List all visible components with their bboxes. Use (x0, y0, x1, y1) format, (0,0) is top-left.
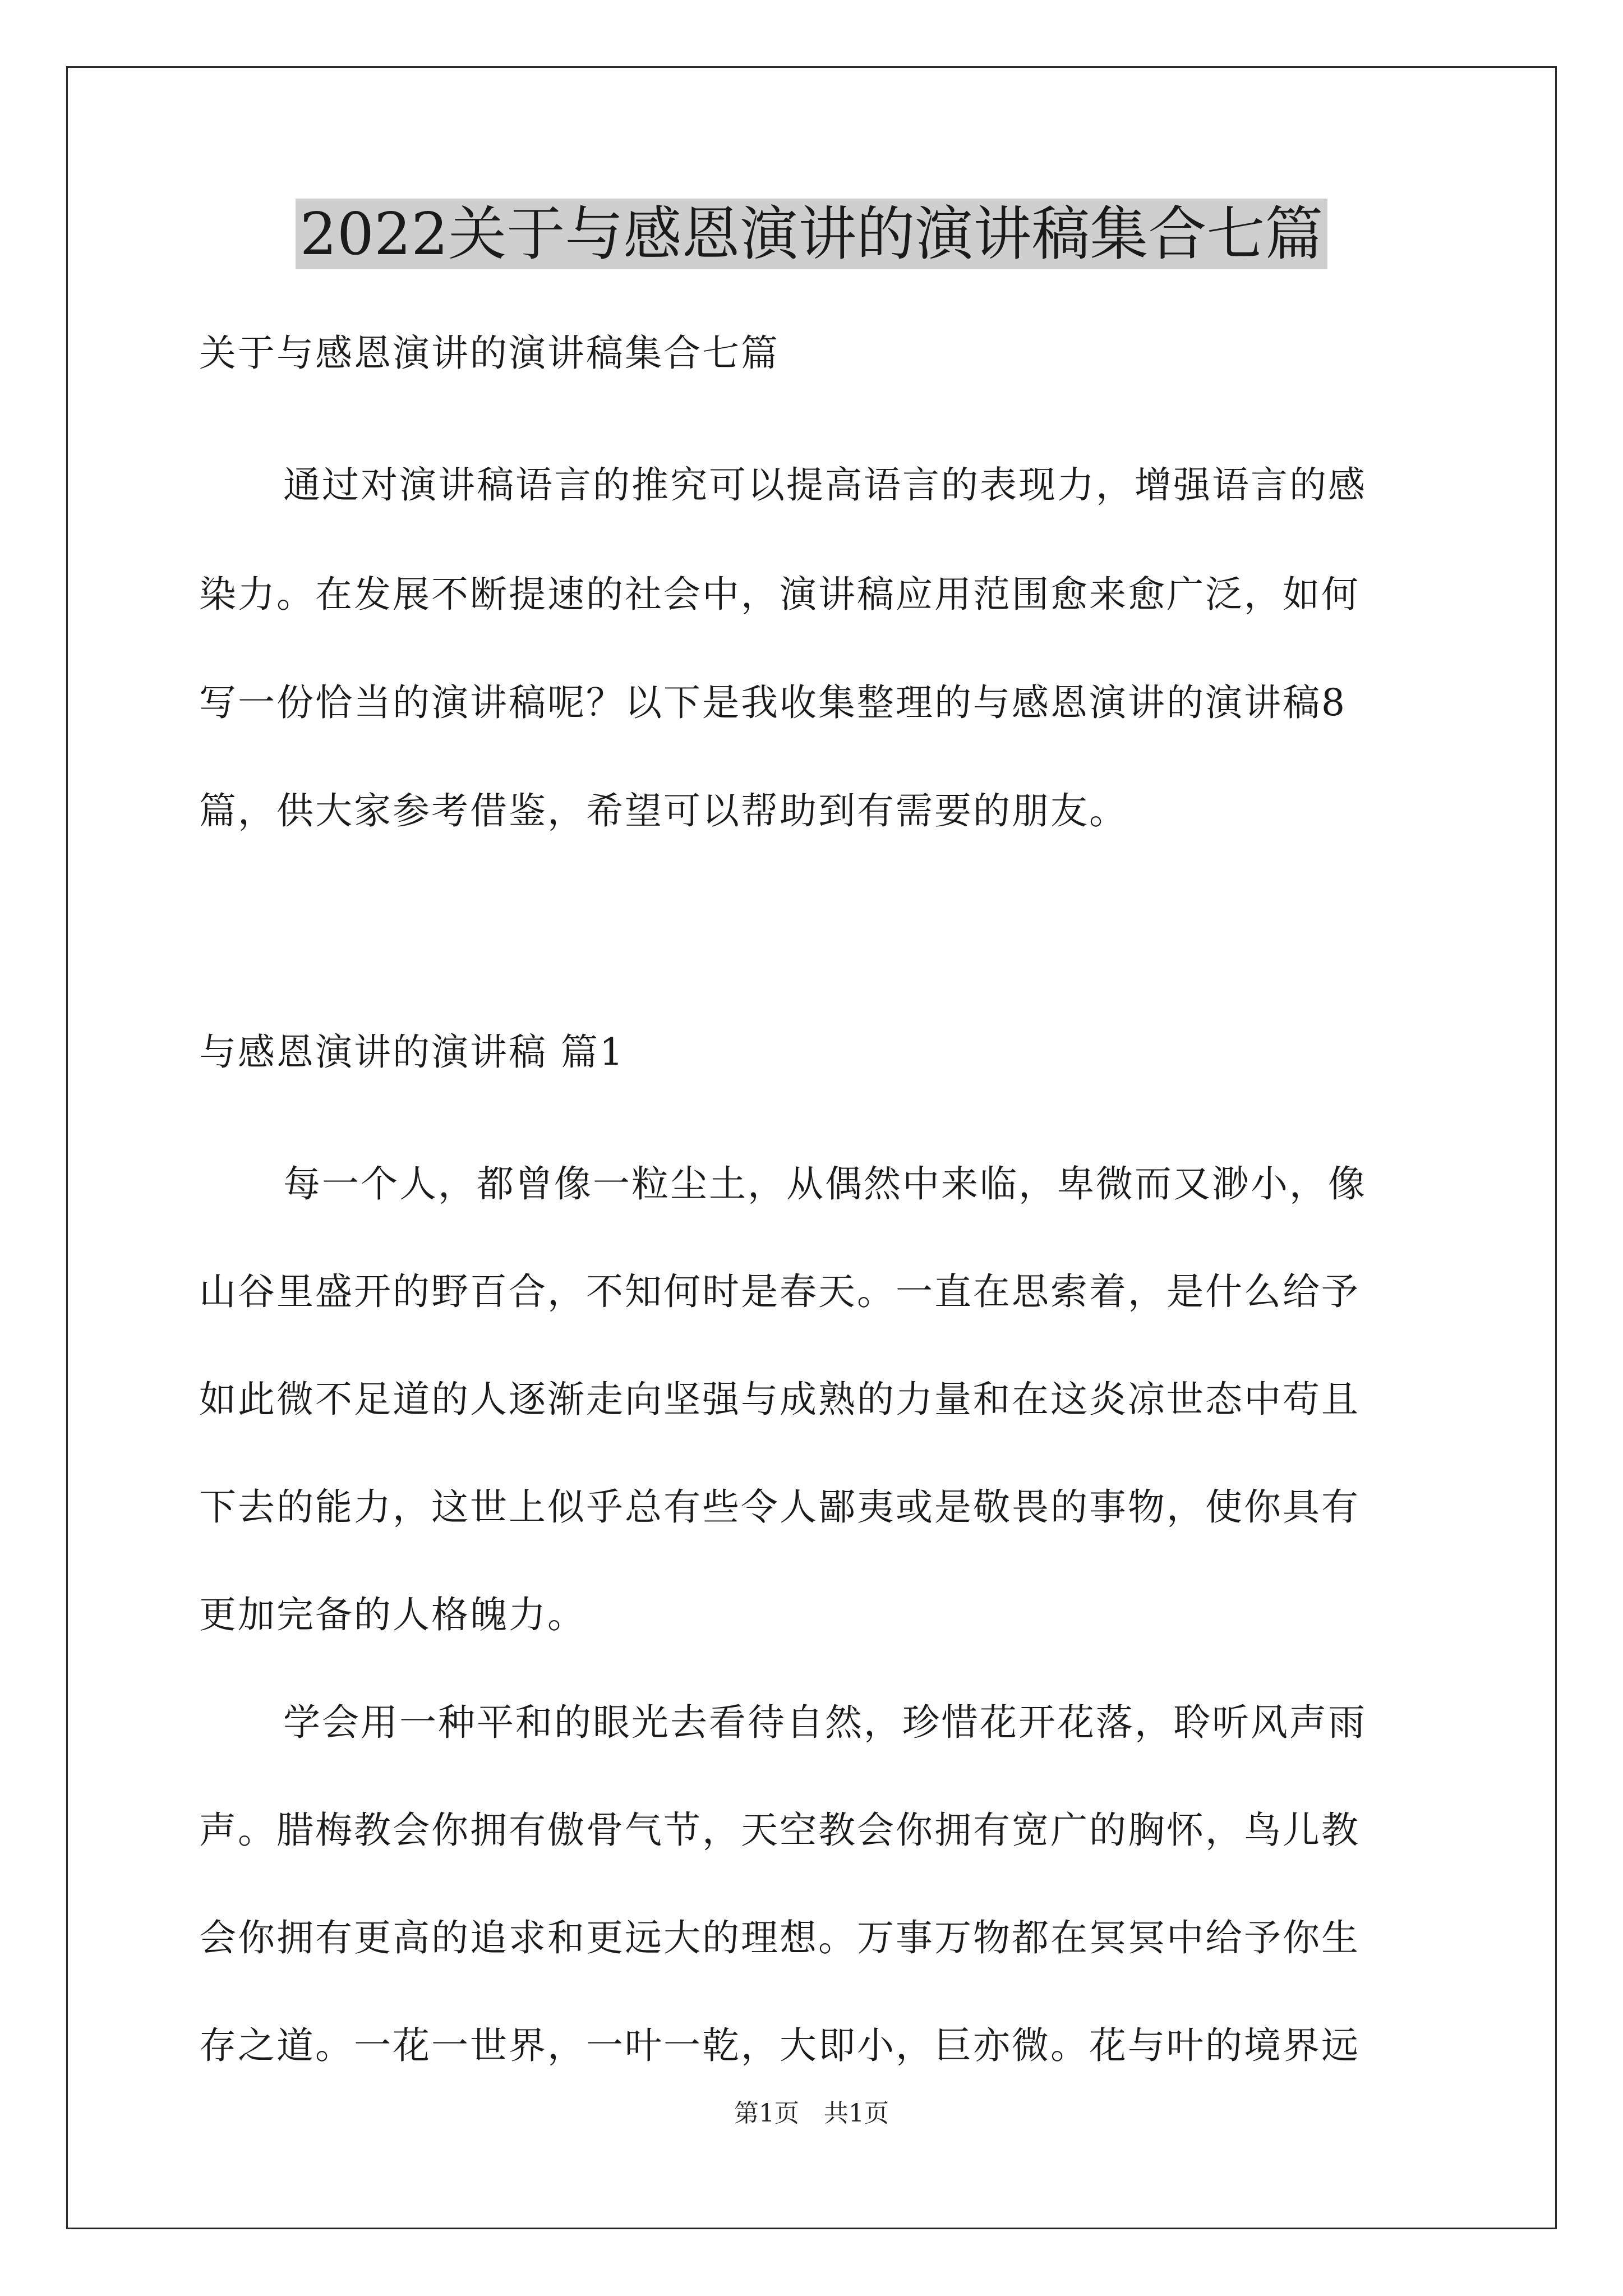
paragraph-line: 下去的能力，这世上似乎总有些令人鄙夷或是敬畏的事物，使你具有 (199, 1485, 1360, 1529)
intro-line: 通过对演讲稿语言的推究可以提高语言的表现力，增强语言的感 (283, 463, 1367, 507)
section-heading: 与感恩演讲的演讲稿 篇1 (199, 1030, 625, 1074)
paragraph-line: 更加完备的人格魄力。 (199, 1593, 586, 1636)
intro-line: 篇，供大家参考借鉴，希望可以帮助到有需要的朋友。 (199, 789, 1128, 832)
document-title: 2022关于与感恩演讲的演讲稿集合七篇 (0, 192, 1623, 276)
paragraph-line: 如此微不足道的人逐渐走向坚强与成熟的力量和在这炎凉世态中苟且 (199, 1378, 1360, 1421)
page-footer: 第1页 共1页 (734, 2099, 889, 2128)
paragraph-line: 学会用一种平和的眼光去看待自然，珍惜花开花落，聆听风声雨 (283, 1701, 1367, 1744)
intro-line: 染力。在发展不断提速的社会中，演讲稿应用范围愈来愈广泛，如何 (199, 573, 1360, 616)
intro-line: 写一份恰当的演讲稿呢？以下是我收集整理的与感恩演讲的演讲稿8 (199, 681, 1347, 724)
paragraph-line: 存之道。一花一世界，一叶一乾，大即小，巨亦微。花与叶的境界远 (199, 2024, 1360, 2067)
subtitle: 关于与感恩演讲的演讲稿集合七篇 (199, 332, 780, 375)
paragraph-line: 声。腊梅教会你拥有傲骨气节，天空教会你拥有宽广的胸怀，鸟儿教 (199, 1809, 1360, 1852)
page-border (66, 66, 1557, 2229)
paragraph-line: 每一个人，都曾像一粒尘土，从偶然中来临，卑微而又渺小，像 (283, 1162, 1367, 1205)
paragraph-line: 会你拥有更高的追求和更远大的理想。万事万物都在冥冥中给予你生 (199, 1916, 1360, 1959)
paragraph-line: 山谷里盛开的野百合，不知何时是春天。一直在思索着，是什么给予 (199, 1270, 1360, 1313)
